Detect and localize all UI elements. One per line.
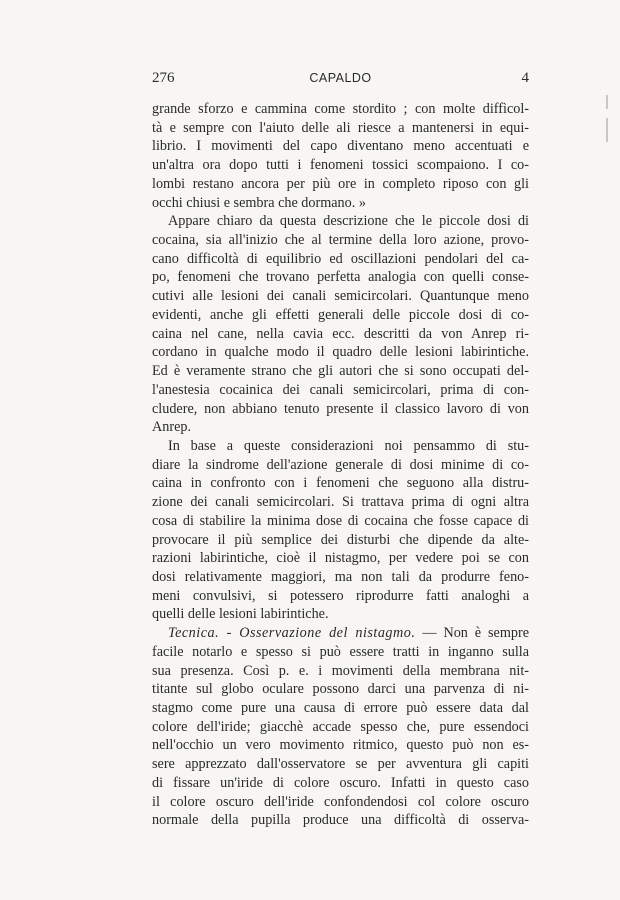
text-line: nell'occhio un vero movimento ritmico, questo può non es- bbox=[152, 737, 529, 754]
text-line: l'anestesia cocainica dei canali semicircolari, prima di con- bbox=[152, 381, 529, 398]
text-line: un'altra ora dopo tutti i fenomeni tossici scompaiono. I co- bbox=[152, 157, 529, 174]
text-line: titante sul globo oculare possono darci una parvenza di ni- bbox=[152, 681, 529, 698]
section-heading-line bbox=[152, 624, 529, 643]
text-line: grande sforzo e cammina come stordito ; con molte diffìcol- bbox=[152, 101, 529, 117]
text-line: tà e sempre con l'aiuto delle ali riesce a mantenersi in equi- bbox=[152, 119, 529, 136]
text-line: normale della pupilla produce una difficoltà di osserva- bbox=[152, 812, 529, 829]
text-line: occhi chiusi e sembra che dormano. » bbox=[152, 194, 366, 211]
text-line: meni convulsivi, si potessero riprodurre fatti analoghi a bbox=[152, 587, 529, 604]
text-line: cocaina, sia all'inizio che al termine della loro azione, provo- bbox=[152, 232, 529, 249]
text-line: cutivi alle lesioni dei canali semicircolari. Quantunque meno bbox=[152, 288, 529, 305]
text-line: sua presenza. Così p. e. i movimenti della membrana nit- bbox=[152, 662, 529, 679]
text-line: cludere, non abbiano tenuto presente il classico lavoro di von bbox=[152, 400, 529, 417]
text-line: caina nel cane, nella cavia ecc. descritti da von Anrep ri- bbox=[152, 325, 529, 342]
text-line: dosi relativamente maggiori, ma non tali da produrre feno- bbox=[152, 568, 529, 585]
text-line: In base a queste considerazioni noi pensammo di stu- bbox=[168, 437, 529, 454]
body-text bbox=[152, 100, 529, 830]
scan-edge-mark bbox=[606, 95, 608, 109]
chapter-number: 4 bbox=[521, 70, 529, 86]
text-line: colore dell'iride; giacchè accade spesso che, pure essendoci bbox=[152, 718, 529, 735]
text-line: lombi restano ancora per più ore in completo riposo con gli bbox=[152, 175, 529, 192]
text-line: Ed è veramente strano che gli autori che si sono occupati del- bbox=[152, 363, 529, 380]
text-line: zione dei canali semicircolari. Si trattava prima di ogni altra bbox=[152, 494, 529, 511]
text-line: quelli delle lesioni labirintiche. bbox=[152, 606, 329, 623]
text-line: po, fenomeni che trovano perfetta analogia con quelli conse- bbox=[152, 269, 529, 286]
text-line: di fissare un'iride di colore oscuro. Infatti in questo caso bbox=[152, 774, 529, 791]
text-line: cordano in qualche modo il quadro delle lesioni labirintiche. bbox=[152, 344, 529, 361]
text-line: diare la sindrome dell'azione generale di dosi minime di co- bbox=[152, 456, 529, 473]
text-line: facile notarlo e spesso si può essere tratti in inganno sulla bbox=[152, 643, 529, 660]
text-line: cosa di stabilire la minima dose di cocaina che fosse capace di bbox=[152, 512, 529, 529]
text-line: librio. I movimenti del capo diventano meno accentuati e bbox=[152, 138, 529, 155]
text-line: evidenti, anche gli effetti generali delle piccole dosi di co- bbox=[152, 306, 529, 323]
text-line: il colore oscuro dell'iride confondendosi col colore oscuro bbox=[152, 793, 529, 810]
text-line: razioni labirintiche, cioè il nistagmo, per vedere poi se con bbox=[152, 550, 529, 567]
text-line: Anrep. bbox=[152, 419, 192, 436]
text-fragment: — Non è sempre bbox=[422, 625, 529, 642]
text-line: stagmo come pure una causa di errore può essere data dal bbox=[152, 700, 529, 716]
text-line: provocare il più semplice dei disturbi che dipende da alte- bbox=[152, 531, 529, 548]
text-line: cano difficoltà di equilibrio ed oscillazioni pendolari del ca- bbox=[152, 250, 529, 267]
running-title: CAPALDO bbox=[309, 71, 372, 85]
page-header bbox=[152, 70, 529, 92]
page-number: 276 bbox=[152, 70, 175, 86]
text-line: caina in confronto con i fenomeni che seguono alla distru- bbox=[152, 475, 529, 492]
section-heading: Tecnica. - Osservazione del nistagmo. bbox=[168, 625, 416, 642]
scan-edge-mark bbox=[606, 118, 608, 142]
text-line: Appare chiaro da questa descrizione che le piccole dosi di bbox=[168, 213, 529, 230]
text-line: sere apprezzato dall'osservatore se per avventura gli capiti bbox=[152, 756, 529, 773]
